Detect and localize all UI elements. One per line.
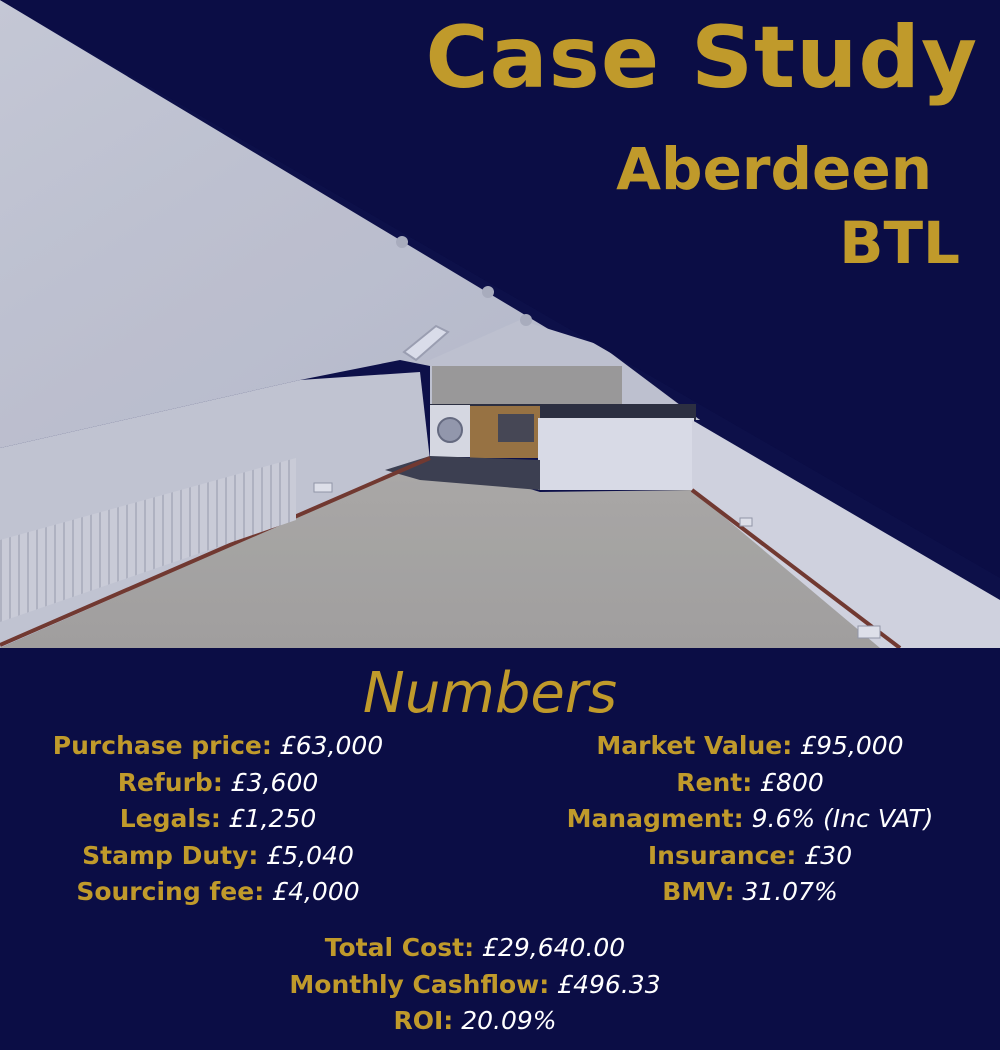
figure-value: £5,040 — [266, 840, 354, 870]
costs-column — [18, 728, 418, 911]
figure-value: £30 — [804, 840, 853, 870]
figure-label: BMV: — [662, 877, 735, 906]
figure-row — [18, 838, 418, 875]
figure-value: £4,000 — [272, 877, 360, 906]
total-label: Monthly Cashflow: — [289, 969, 550, 999]
total-label: Total Cost: — [324, 933, 475, 962]
figure-label: Sourcing fee: — [76, 877, 265, 906]
figure-row — [540, 765, 960, 802]
total-row — [0, 930, 950, 967]
figure-label: Purchase price: — [52, 731, 272, 760]
totals-block — [0, 930, 950, 1040]
figure-label: Refurb: — [117, 767, 223, 797]
figure-row — [18, 874, 418, 911]
total-row — [0, 1003, 950, 1040]
total-value: £29,640.00 — [482, 933, 626, 962]
figure-value: 31.07% — [742, 877, 838, 906]
figure-row — [18, 765, 418, 802]
figure-row — [540, 874, 960, 911]
figure-value: £3,600 — [230, 767, 319, 797]
figure-row — [540, 838, 960, 875]
figure-row — [540, 801, 960, 838]
investment-type-label: BTL — [839, 209, 960, 277]
total-label: ROI: — [393, 1006, 454, 1035]
figure-value: 9.6% (Inc VAT) — [751, 804, 934, 833]
figure-value: £800 — [760, 767, 824, 797]
total-value: 20.09% — [461, 1006, 557, 1035]
total-value: £496.33 — [557, 969, 661, 999]
case-study-title: Case Study — [425, 8, 978, 108]
figure-label: Managment: — [566, 804, 744, 833]
figure-row — [18, 801, 418, 838]
figure-label: Stamp Duty: — [82, 840, 259, 870]
figure-row — [18, 728, 418, 765]
total-row — [0, 967, 950, 1004]
figure-value: £63,000 — [279, 731, 384, 760]
figure-label: Insurance: — [647, 840, 797, 870]
figure-label: Market Value: — [596, 731, 793, 760]
figure-row — [540, 728, 960, 765]
figure-value: £95,000 — [800, 731, 904, 760]
figure-label: Rent: — [676, 767, 753, 797]
figure-label: Legals: — [119, 804, 221, 833]
figure-value: £1,250 — [228, 804, 317, 833]
returns-column — [540, 728, 960, 911]
numbers-heading: Numbers — [362, 661, 618, 726]
headline — [426, 8, 979, 278]
city-label: Aberdeen — [616, 135, 932, 203]
